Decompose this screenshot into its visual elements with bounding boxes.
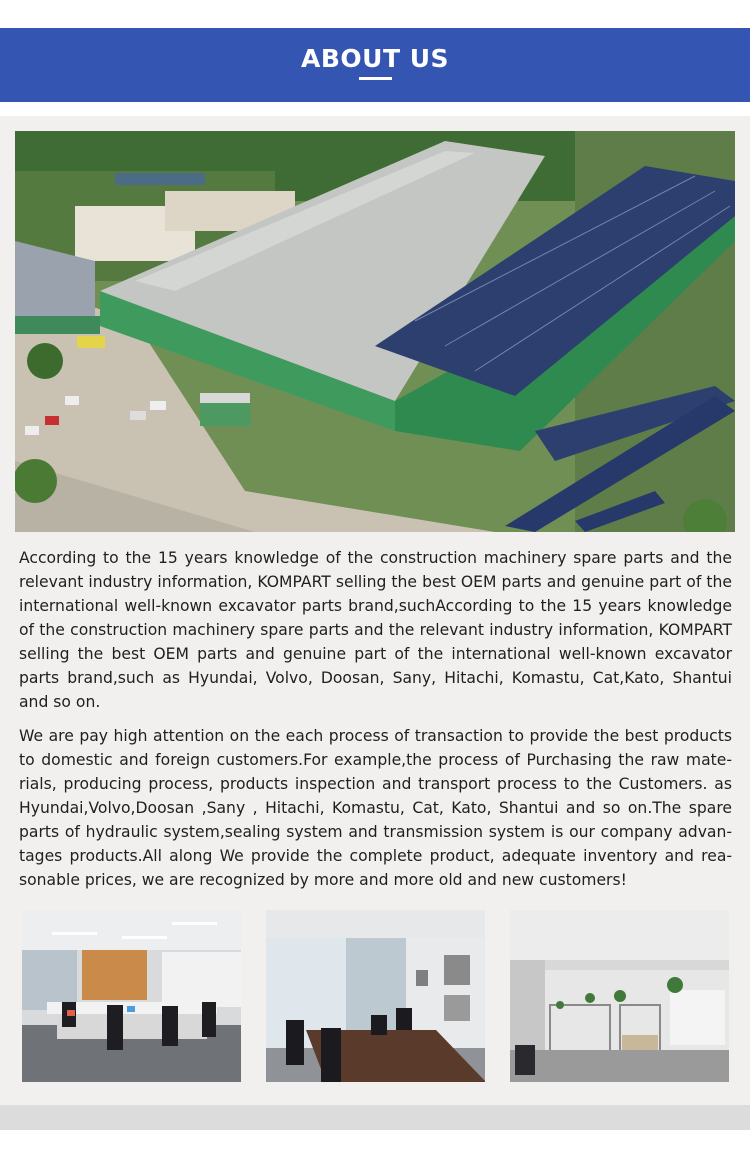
about-paragraph-1: According to the 15 years knowledge of the construction machinery spare parts and the relevant industry information, KOMPART selling the best OEM parts and genuine part of the international well-known excavator parts brand,suchAccording to the 15 years knowledge of the construction machinery spare parts and the relevant industry information, KOMPART selling the best OEM parts and genuine part of the international well-known excavator parts brand,such as Hyundai, Volvo, Doosan, Sany, Hitachi, Komastu, Cat,Kato, Shantui and so on. — [19, 549, 732, 711]
office-shelving-photo — [510, 910, 729, 1082]
title-underline — [359, 77, 392, 80]
about-paragraph-2: We are pay high attention on the each process of transaction to provide the best products to domestic and foreign customers.For example,the process of Purchasing the raw mate-rials, producing process, products inspection and transport process to the Customers. as Hyundai,Volvo,Doosan ,Sany , Hitachi, Komastu, Cat, Kato, Shantui and so on.The spare parts of hydraulic system,sealing system and transmission system is our company advan-tages products.All along We provide the complete product, adequate inventory and rea-sonable prices, we are recognized by more and more old and new customers! — [19, 727, 732, 889]
bottom-divider — [0, 1105, 750, 1130]
meeting-room-photo — [266, 910, 485, 1082]
office-workspace-photo — [22, 910, 241, 1082]
factory-aerial-image — [15, 131, 735, 532]
section-title: ABOUT US — [300, 44, 450, 73]
about-us-banner — [0, 28, 750, 102]
